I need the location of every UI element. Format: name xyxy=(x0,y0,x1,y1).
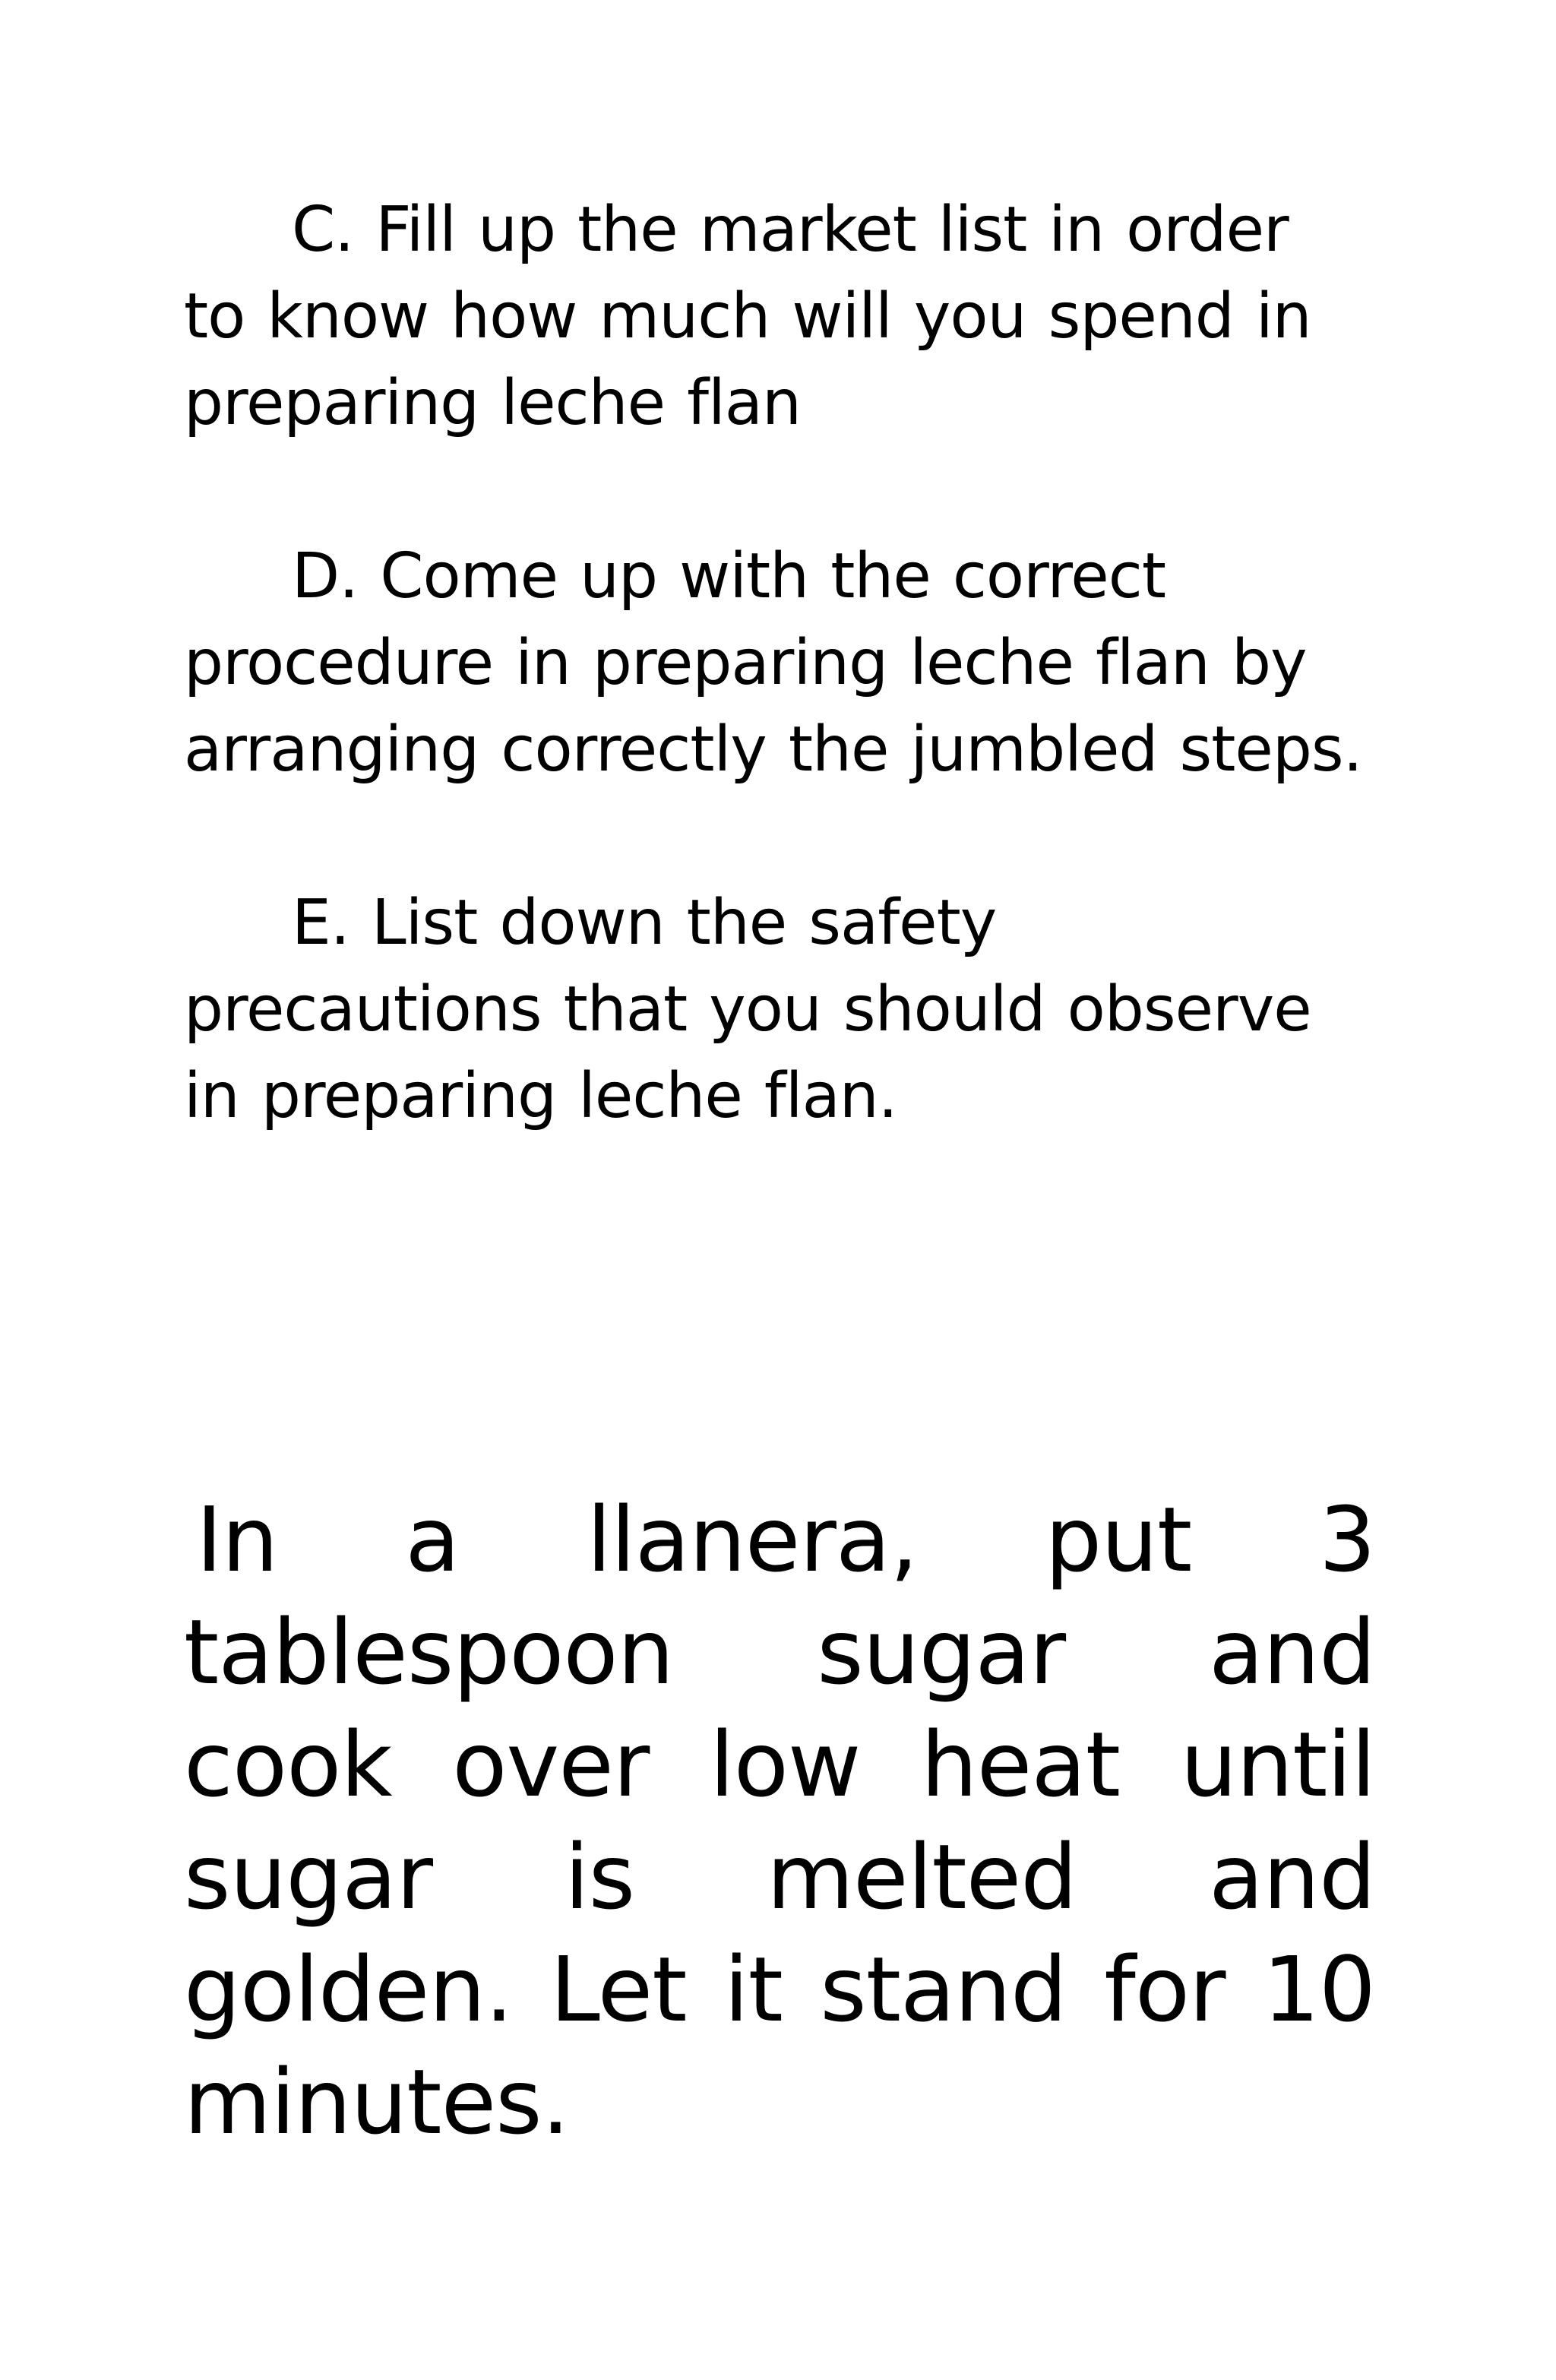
instruction-c: C. Fill up the market list in order to know how much will you spend in preparing leche flan xyxy=(184,194,1311,439)
jumbled-step-text: In a llanera, put 3 tablespoon sugar and cook over low heat until sugar is melted and golden. Let it stand for 10 minutes. xyxy=(184,1487,1375,2154)
activity-instructions xyxy=(184,187,1369,1226)
instruction-e: E. List down the safety precautions that you should observe in preparing leche flan. xyxy=(184,887,1311,1132)
instruction-d: D. Come up with the correct procedure in preparing leche flan by arranging correctly the jumbled steps. xyxy=(184,540,1362,786)
